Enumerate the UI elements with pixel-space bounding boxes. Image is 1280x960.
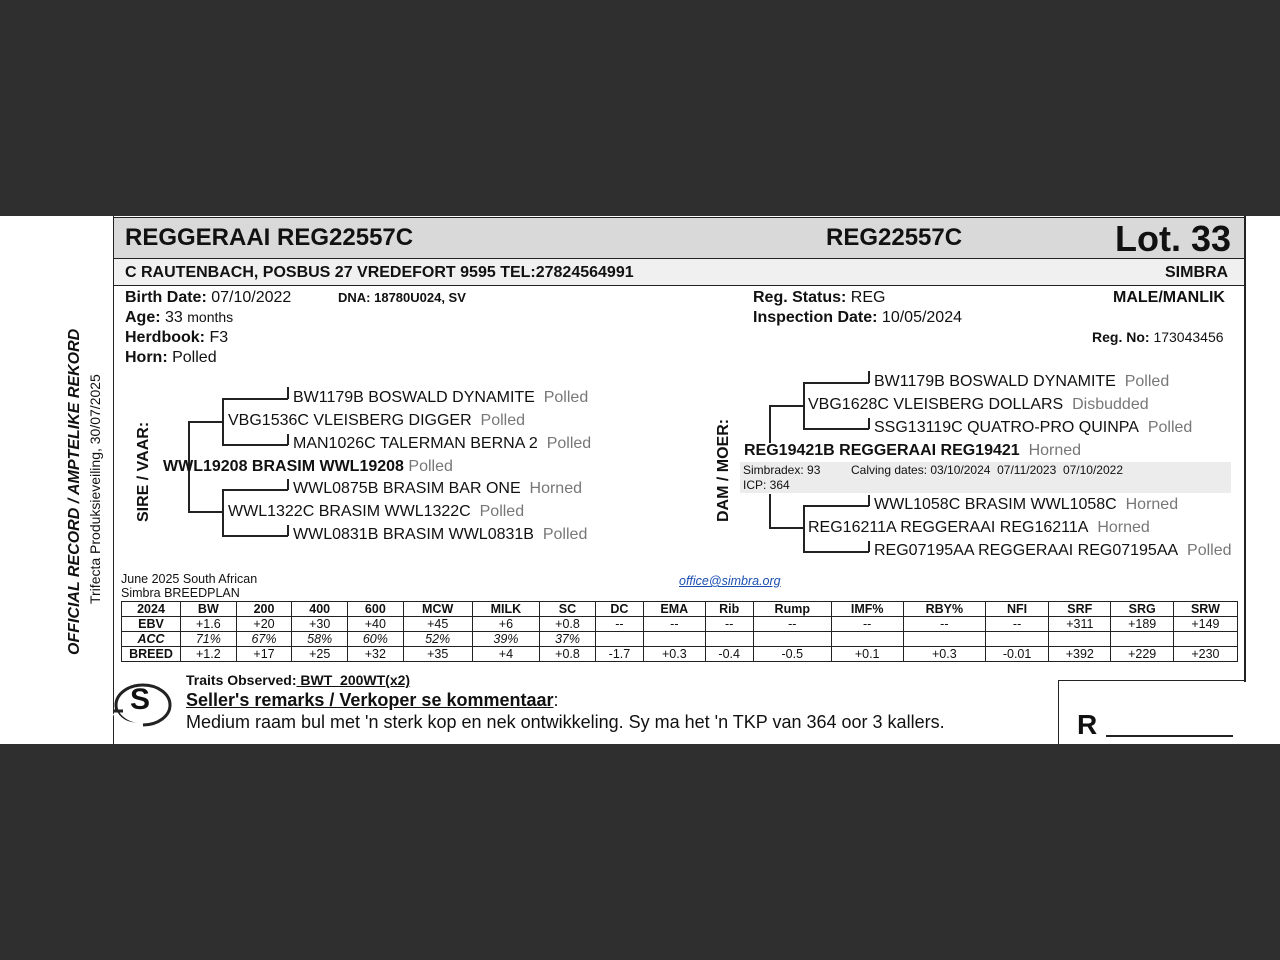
dam-name: REG19421B REGGERAAI REG19421 Horned	[744, 442, 1082, 459]
lot-number: Lot. 33	[1115, 218, 1232, 259]
acc-cell: 39%	[472, 632, 540, 647]
header-cell: SRG	[1111, 602, 1173, 617]
acc-cell: 37%	[540, 632, 596, 647]
header-cell: Rump	[753, 602, 831, 617]
dam-sire-sire: BW1179B BOSWALD DYNAMITE Polled	[874, 373, 1170, 390]
header-cell: BW	[181, 602, 237, 617]
table-header-row	[122, 602, 1238, 617]
header-cell: MCW	[403, 602, 472, 617]
breed-cell: +35	[403, 647, 472, 662]
ebv-cell: EBV	[122, 617, 181, 632]
ebv-cell: --	[644, 617, 706, 632]
herdbook: Herdbook: F3	[125, 329, 229, 346]
price-line[interactable]	[1106, 735, 1233, 737]
ebv-cell: --	[831, 617, 903, 632]
tick-5	[868, 371, 870, 383]
acc-cell	[595, 632, 643, 647]
ebv-cell: +0.8	[540, 617, 596, 632]
dam-dam-bracket-top	[803, 505, 869, 507]
email-link-text[interactable]: office@simbra.org	[679, 574, 781, 588]
acc-cell: 71%	[181, 632, 237, 647]
dam-bracket-bottom-arm	[769, 527, 805, 529]
sire-dam-bracket-bottom	[222, 535, 288, 537]
official-record-label: OFFICIAL RECORD / AMPTELIKE REKORD	[66, 328, 83, 655]
breed-cell: +230	[1173, 647, 1237, 662]
breed-cell: +1.2	[181, 647, 237, 662]
sire-sire-bracket-bottom	[222, 444, 288, 446]
table-row-acc	[122, 632, 1238, 647]
breed-cell: +25	[292, 647, 348, 662]
acc-cell	[986, 632, 1049, 647]
sire-sire-bracket-top	[222, 398, 288, 400]
logo-letter: S	[130, 683, 151, 716]
breed-label: SIMBRA	[1165, 264, 1229, 281]
inspection-date: Inspection Date: 10/05/2024	[753, 309, 962, 326]
sire-sire-dam: MAN1026C TALERMAN BERNA 2 Polled	[293, 435, 592, 452]
sire-dam-bracket	[222, 489, 224, 536]
sire-bracket-top	[188, 421, 224, 423]
dam-dam-bracket	[803, 505, 805, 552]
age: Age: 33 months	[125, 309, 234, 326]
acc-cell	[1173, 632, 1237, 647]
acc-cell: ACC	[122, 632, 181, 647]
header-cell: 400	[292, 602, 348, 617]
dam-sire-dam: SSG13119C QUATRO-PRO QUINPA Polled	[874, 419, 1193, 436]
dam-dam-sire: WWL1058C BRASIM WWL1058C Horned	[874, 496, 1179, 513]
dam-sire-bracket	[803, 382, 805, 429]
dam-bracket-top-arm	[769, 405, 805, 407]
header-cell: SRW	[1173, 602, 1237, 617]
header-cell: 600	[348, 602, 404, 617]
breedplan-title-line1: June 2025 South African	[121, 572, 258, 586]
ebv-cell: --	[903, 617, 985, 632]
tick-1	[287, 387, 289, 399]
horn-status: Horn: Polled	[125, 349, 217, 366]
sire-sire: VBG1536C VLEISBERG DIGGER Polled	[228, 412, 526, 429]
breed-cell: -0.5	[753, 647, 831, 662]
acc-cell: 67%	[236, 632, 292, 647]
tick-7	[868, 495, 870, 506]
header-cell: 2024	[122, 602, 181, 617]
breed-cell: -0.01	[986, 647, 1049, 662]
reg-number: Reg. No: 173043456	[1092, 329, 1224, 345]
tick-4	[287, 525, 289, 536]
acc-cell	[1111, 632, 1173, 647]
table-row-breed	[122, 647, 1238, 662]
ebv-cell: --	[986, 617, 1049, 632]
breed-cell: +392	[1049, 647, 1111, 662]
dam-bracket-top	[769, 405, 771, 443]
ebv-cell: +6	[472, 617, 540, 632]
ebv-cell: +1.6	[181, 617, 237, 632]
sire-dam-sire: WWL0875B BRASIM BAR ONE Horned	[293, 480, 582, 497]
ebv-cell: +20	[236, 617, 292, 632]
sire-dam: WWL1322C BRASIM WWL1322C Polled	[228, 503, 525, 520]
ebv-cell: --	[595, 617, 643, 632]
ebv-cell: --	[753, 617, 831, 632]
acc-cell	[1049, 632, 1111, 647]
breed-cell: +0.3	[644, 647, 706, 662]
dam-simbradex: Simbradex: 93	[743, 463, 821, 477]
header-cell: IMF%	[831, 602, 903, 617]
sale-info-label: Trifecta Produksieveiling, 30/07/2025	[87, 374, 103, 604]
dam-icp: ICP: 364	[743, 478, 790, 492]
ebv-cell: +30	[292, 617, 348, 632]
sire-sire-sire: BW1179B BOSWALD DYNAMITE Polled	[293, 389, 589, 406]
remarks-title: Seller's remarks / Verkoper se kommentaar:	[186, 690, 559, 710]
sire-sire-bracket	[222, 398, 224, 445]
breedplan-table	[121, 601, 1238, 662]
tick-6	[868, 418, 870, 429]
dam-dam-bracket-bottom	[803, 551, 869, 553]
dam-calving-dates: Calving dates: 03/10/2024 07/11/2023 07/10/2022	[851, 463, 1123, 477]
breed-cell: +32	[348, 647, 404, 662]
header-cell: SC	[540, 602, 596, 617]
acc-cell	[903, 632, 985, 647]
header-cell: EMA	[644, 602, 706, 617]
breed-cell: +229	[1111, 647, 1173, 662]
ebv-cell: +311	[1049, 617, 1111, 632]
dam-bracket-bottom	[769, 494, 771, 528]
breed-cell: +17	[236, 647, 292, 662]
remarks-text: Medium raam bul met 'n sterk kop en nek ontwikkeling. Sy ma het 'n TKP van 364 oor 3 kallers.	[186, 712, 945, 732]
breed-cell: +4	[472, 647, 540, 662]
reg-status: Reg. Status: REG	[753, 289, 886, 306]
dam-sire: VBG1628C VLEISBERG DOLLARS Disbudded	[808, 396, 1149, 413]
dam-heading: DAM / MOER:	[715, 418, 732, 522]
tick-2	[287, 434, 289, 445]
breed-cell: BREED	[122, 647, 181, 662]
ebv-cell: +149	[1173, 617, 1237, 632]
acc-cell	[644, 632, 706, 647]
header-cell: 200	[236, 602, 292, 617]
breed-cell: -1.7	[595, 647, 643, 662]
dam-sire-bracket-bottom	[803, 428, 869, 430]
breed-cell: +0.3	[903, 647, 985, 662]
acc-cell: 58%	[292, 632, 348, 647]
sire-heading: SIRE / VAAR:	[135, 421, 152, 522]
header-cell: RBY%	[903, 602, 985, 617]
dam-dam-dam: REG07195AA REGGERAAI REG07195AA Polled	[874, 542, 1232, 559]
ebv-cell: +40	[348, 617, 404, 632]
sex-label: MALE/MANLIK	[1113, 289, 1225, 306]
dam-sire-bracket-top	[803, 382, 869, 384]
ebv-cell: +189	[1111, 617, 1173, 632]
header-cell: NFI	[986, 602, 1049, 617]
breed-cell: -0.4	[705, 647, 753, 662]
breed-cell: +0.8	[540, 647, 596, 662]
sire-name: WWL19208 BRASIM WWL19208 Polled	[163, 458, 453, 475]
animal-name: REGGERAAI REG22557C	[125, 224, 414, 251]
table-row-ebv	[122, 617, 1238, 632]
ebv-cell: --	[705, 617, 753, 632]
sire-dam-bracket-top	[222, 489, 288, 491]
sire-dam-dam: WWL0831B BRASIM WWL0831B Polled	[293, 526, 588, 543]
acc-cell: 52%	[403, 632, 472, 647]
breed-cell: +0.1	[831, 647, 903, 662]
breedplan-title-line2: Simbra BREEDPLAN	[121, 586, 240, 600]
acc-cell	[831, 632, 903, 647]
header-cell: DC	[595, 602, 643, 617]
dam-dam: REG16211A REGGERAAI REG16211A Horned	[808, 519, 1150, 536]
header-cell: Rib	[705, 602, 753, 617]
breeder-info: C RAUTENBACH, POSBUS 27 VREDEFORT 9595 TEL:27824564991	[125, 264, 634, 281]
tick-8	[868, 541, 870, 552]
sire-bracket-bottom	[188, 511, 224, 513]
price-label: R	[1077, 709, 1098, 740]
header-cell: MILK	[472, 602, 540, 617]
registration-code: REG22557C	[826, 224, 963, 251]
dna-info: DNA: 18780U024, SV	[338, 290, 466, 305]
birth-date: Birth Date: 07/10/2022	[125, 289, 292, 306]
acc-cell: 60%	[348, 632, 404, 647]
acc-cell	[753, 632, 831, 647]
header-cell: SRF	[1049, 602, 1111, 617]
ebv-cell: +45	[403, 617, 472, 632]
tick-3	[287, 479, 289, 490]
traits-observed: Traits Observed: BWT 200WT(x2)	[186, 672, 411, 688]
acc-cell	[705, 632, 753, 647]
email-link[interactable]	[679, 572, 781, 590]
